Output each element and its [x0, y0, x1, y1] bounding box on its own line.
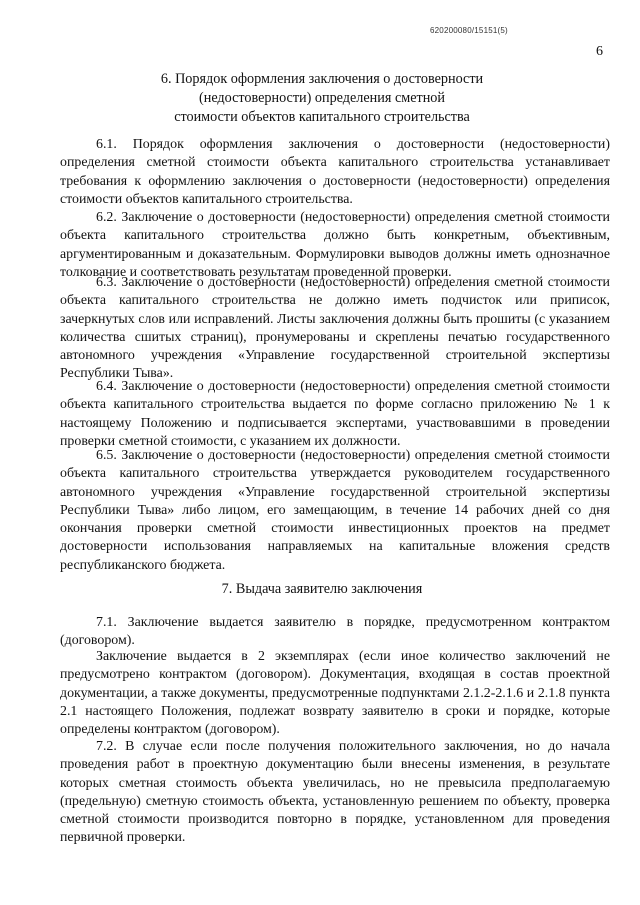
paragraph-7-2: 7.2. В случае если после получения положительного заключения, но до начала проведения работ в проектную документацию были внесены изменения, в результате которых сметная стоимость объекта увеличилась, но не превысила предполагаемую (предельную) сметную стоимость объекта, установленную решением по объекту, проверка сметной стоимости производится повторно в порядке, установленном для проведения первичной проверки.	[60, 739, 610, 846]
paragraph-6-1: 6.1. Порядок оформления заключения о достоверности (недостоверности) определения сметной стоимости объекта капитального строительства устанавливает требования к оформлению заключения о достоверности (недостоверности) определения стоимости объектов капитального строительства.	[60, 137, 610, 207]
paragraph-7-1-continued: Заключение выдается в 2 экземплярах (если иное количество заключений не предусмотрено контрактом (договором). Документация, входящая в состав проектной документации, а также документы, предусмотренные подпунктами 2.1.2-2.1.6 и 2.1.8 пункта 2.1 настоящего Положения, подлежат возврату заявителю в сроки и порядке, которые определены контрактом (договором).	[60, 649, 610, 738]
paragraph-6-3: 6.3. Заключение о достоверности (недостоверности) определения сметной стоимости объекта капитального строительства не должно иметь подчисток или приписок, зачеркнутых слов или исправлений. Листы заключения должны быть прошиты (с указанием количества сшитых страниц), пронумерованы и скреплены печатью государственного автономного учреждения «Управление государственной строительной экспертизы Республики Тыва».	[60, 275, 610, 382]
paragraph-6-4: 6.4. Заключение о достоверности (недостоверности) определения сметной стоимости объекта капитального строительства выдается по форме согласно приложению № 1 к настоящему Положению и подписывается экспертами, участвовавшими в проведении проверки сметной стоимости, с указанием их должности.	[60, 379, 610, 449]
section-6-title	[90, 70, 554, 127]
paragraph-6-2: 6.2. Заключение о достоверности (недостоверности) определения сметной стоимости объекта капитального строительства должно быть конкретным, объективным, аргументированным и доказательным. Формулировки выводов должны иметь однозначное толкование и соответствовать результатам проведенной проверки.	[60, 210, 610, 280]
paragraph-7-1: 7.1. Заключение выдается заявителю в порядке, предусмотренном контрактом (договором).	[60, 615, 610, 649]
section-6-title-line-1: 6. Порядок оформления заключения о достоверности	[160, 71, 484, 87]
section-7-title: 7. Выдача заявителю заключения	[221, 581, 423, 597]
section-6-title-line-2: (недостоверности) определения сметной	[199, 90, 445, 106]
document-id: 620200080/15151(5)	[430, 26, 508, 35]
paragraph-6-5: 6.5. Заключение о достоверности (недостоверности) определения сметной стоимости объекта капитального строительства утверждается руководителем государственного автономного учреждения «Управление государственной строительной экспертизы Республики Тыва» либо лицом, его замещающим, в течение 14 рабочих дней со дня окончания проверки сметной стоимости инвестиционных проектов на предмет достоверности использования направляемых на капитальные вложения средств республиканского бюджета.	[60, 448, 610, 573]
page-number: 6	[596, 44, 603, 59]
section-6-title-line-3: стоимости объектов капитального строительства	[174, 109, 470, 125]
